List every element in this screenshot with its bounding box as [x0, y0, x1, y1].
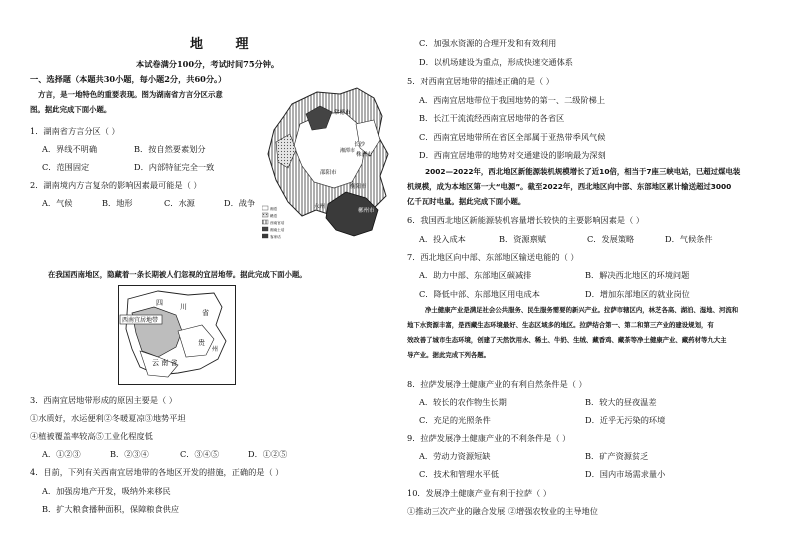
intro-text-3a: 2002—2022年，西北地区新能源装机规模增长了近10倍，相当于7座三峡电站，已超过煤电装: [425, 167, 741, 176]
q7-option-c[interactable]: C．降低中部、东部地区用电成本: [419, 289, 540, 299]
intro-text-1a: 方言，是一地特色的重要表现。图为湖南省方言分区示意: [38, 90, 223, 99]
q6-option-b[interactable]: B．资源禀赋: [499, 234, 546, 244]
question-4-stem: 4．目前，下列有关西南宜居地带的各地区开发的措施，正确的是（ ）: [30, 467, 284, 477]
q7-option-b[interactable]: B．解决西北地区的环境问题: [585, 270, 690, 280]
map-label-xiangtan: 湘潭市: [340, 148, 356, 154]
q3-option-d[interactable]: D．①②⑤: [248, 449, 288, 459]
legend-item: 湘南土话: [270, 228, 285, 232]
q4-option-a[interactable]: A．加强房地产开发，吸纳外来移民: [42, 486, 171, 496]
q5-option-a[interactable]: A．西南宜居地带位于我国地势的第一、二级阶梯上: [419, 95, 606, 105]
q8-option-d[interactable]: D．近乎无污染的环境: [585, 415, 666, 425]
q3-statement-line-1: ①水质好，水运便利②冬暖夏凉③地势平坦: [30, 413, 186, 423]
intro-text-4d: 导产业。据此完成下列各题。: [407, 351, 491, 359]
q3-option-b[interactable]: B．②③④: [110, 449, 149, 459]
section-heading: 一、选择题（本题共30小题，每小题2分，共60分。）: [30, 74, 227, 84]
legend-item: 客家话: [270, 235, 281, 239]
question-2-stem: 2．湖南境内方言复杂的影响因素最可能是（ ）: [30, 180, 202, 190]
q5-option-d[interactable]: D．西南宜居地带的地势对交通建设的影响最为深刻: [419, 150, 606, 160]
q1-option-d[interactable]: D．内部特征完全一致: [134, 162, 215, 172]
map-legend: [262, 206, 285, 239]
southwest-livable-belt-map: [118, 285, 236, 385]
map-label-changsha: 长沙: [354, 142, 366, 148]
q5-option-b[interactable]: B．长江干流流经西南宜居地带的各省区: [419, 113, 565, 123]
q2-option-c[interactable]: C．水源: [164, 198, 195, 208]
intro-text-3b: 机规模，成为本地区第一大“电源”。截至2022年，西北地区向中部、东部地区累计输送超过3000: [407, 182, 732, 191]
map2-label-chuan: 川: [180, 303, 187, 311]
question-6-stem: 6．我国西北地区新能源装机容量增长较快的主要影响因素是（ ）: [407, 215, 645, 225]
q2-option-b[interactable]: B．地形: [102, 198, 133, 208]
q9-option-d[interactable]: D．国内市场需求量小: [585, 469, 666, 479]
q4-option-c[interactable]: C．加强水资源的合理开发和有效利用: [419, 38, 557, 48]
map2-label-sheng: 省: [202, 309, 209, 317]
intro-text-4c: 效改善了城市生态环境，创建了天然饮用水、稀土、牛奶、生绒、藏香鸡、藏茶等净土健康产业、藏药材等九大主: [407, 336, 727, 344]
question-1-stem: 1．湖南省方言分区（ ）: [30, 126, 120, 136]
q3-option-c[interactable]: C．③④⑤: [180, 449, 220, 459]
question-9-stem: 9．拉萨发展净土健康产业的不利条件是（ ）: [407, 433, 571, 443]
q4-option-b[interactable]: B．扩大粮食播种面积，保障粮食供应: [42, 504, 180, 514]
q7-option-d[interactable]: D．增加东部地区的就业岗位: [585, 289, 690, 299]
q3-statement-line-2: ④植被覆盖率较高⑤工业化程度低: [30, 431, 153, 441]
page-title: 地 理: [190, 37, 263, 52]
q8-option-b[interactable]: B．较大的昼夜温差: [585, 397, 657, 407]
legend-item: 西南官话: [270, 221, 285, 225]
question-7-stem: 7．西北地区向中部、东部地区输送电能的（ ）: [407, 252, 579, 262]
map2-label-belt: 西南宜居地带: [122, 317, 159, 324]
q1-option-c[interactable]: C．范围固定: [42, 162, 90, 172]
map-label-chenzhou: 郴州市: [358, 208, 375, 214]
legend-item: 赣语: [270, 214, 278, 218]
q5-option-c[interactable]: C．西南宜居地带所在省区全部属于亚热带季风气候: [419, 132, 606, 142]
q1-option-b[interactable]: B．按自然要素划分: [134, 144, 206, 154]
q9-option-b[interactable]: B．矿产资源贫乏: [585, 451, 649, 461]
map-label-zhuzhou: 株洲市: [356, 152, 373, 158]
map-label-hengyang: 衡阳市: [350, 184, 367, 190]
q8-option-c[interactable]: C．充足的光照条件: [419, 415, 491, 425]
question-5-stem: 5．对西南宜居地带的描述正确的是（ ）: [407, 76, 554, 86]
q9-option-a[interactable]: A．劳动力资源短缺: [419, 451, 491, 461]
question-8-stem: 8．拉萨发展净土健康产业的有利自然条件是（ ）: [407, 379, 587, 389]
legend-item: 湘语: [270, 207, 278, 211]
q6-option-a[interactable]: A．投入成本: [419, 234, 466, 244]
map-label-shaoyang: 邵阳市: [320, 170, 337, 176]
q8-option-a[interactable]: A．较长的农作物生长期: [419, 397, 507, 407]
hunan-dialect-map: [262, 84, 394, 244]
q10-statement-line-1: ①推动三次产业的融合发展 ②增强农牧业的主导地位: [407, 506, 598, 516]
q6-option-d[interactable]: D．气候条件: [665, 234, 713, 244]
intro-text-4b: 地下水资源丰富，是西藏生态环境最好、生态区域多的地区。拉萨结合第一、第二和第三产业的建设规划，有: [407, 321, 714, 329]
map2-label-yunnan: 云 南 省: [152, 359, 178, 367]
q1-option-a[interactable]: A．界线不明确: [42, 144, 98, 154]
q6-option-c[interactable]: C．发展策略: [587, 234, 635, 244]
q9-option-c[interactable]: C．技术和管理水平低: [419, 469, 499, 479]
map2-label-si: 四: [156, 299, 163, 307]
intro-text-2: 在我国西南地区，隐藏着一条长期被人们忽视的宜居地带。据此完成下面小题。: [48, 270, 307, 279]
q7-option-a[interactable]: A．助力中部、东部地区碳减排: [419, 270, 532, 280]
question-10-stem: 10．发展净土健康产业有利于拉萨（ ）: [407, 488, 552, 498]
map-label-yongzhou: 永州: [314, 204, 326, 210]
map-label-changde: 常德市: [334, 110, 351, 116]
question-3-stem: 3．西南宜居地带形成的原因主要是（ ）: [30, 395, 177, 405]
exam-info: 本试卷满分100分，考试时间75分钟。: [136, 59, 280, 69]
map2-label-zhou: 州: [212, 346, 219, 353]
q3-option-a[interactable]: A．①②③: [42, 449, 81, 459]
intro-text-3c: 亿千瓦时电量。据此完成下面小题。: [407, 197, 526, 206]
q4-option-d[interactable]: D．以机场建设为重点，形成快速交通体系: [419, 57, 573, 67]
map2-label-gui: 贵: [198, 339, 205, 347]
intro-text-1b: 图。据此完成下面小题。: [30, 105, 112, 114]
q2-option-d[interactable]: D．战争: [224, 198, 256, 208]
intro-text-4a: 净土健康产业是满足社会公共服务、民生服务需要的新兴产业。拉萨市辖区内，林芝各高、湖泊、湿地、河流和: [425, 306, 739, 314]
q2-option-a[interactable]: A．气候: [42, 198, 73, 208]
